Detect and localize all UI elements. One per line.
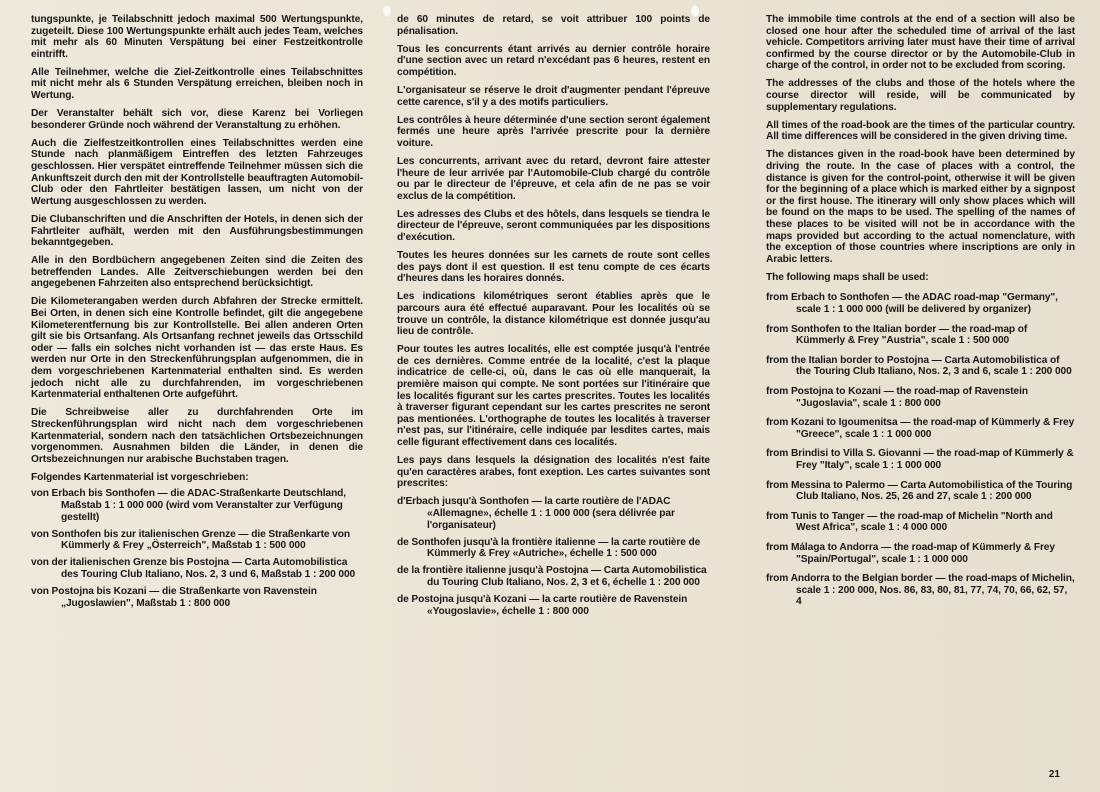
french-paragraph: Toutes les heures données sur les carnets de route sont celles des pays dont il est question. Il est tenu compte de ces écarts d'heures dans les horaires donnés. <box>397 250 710 285</box>
german-paragraph: Alle Teilnehmer, welche die Ziel-Zeitkontrolle eines Teilabschnittes mit nicht mehr als 6 Stunden Verspätung erreichen, bleiben noch in Wertung. <box>31 66 363 102</box>
german-map-item: von Postojna bis Kozani — die Straßenkarte von Ravenstein „Jugoslawien", Maßstab 1 : 800 000 <box>31 586 317 609</box>
german-paragraph: tungspunkte, je Teilabschnitt jedoch maximal 500 Wertungspunkte, zugeteilt. Diese 100 Wertungspunkte erhält auch jedes Team, welches mit mehr als 60 Minuten Verspätung bei einer Festzeitkontrolle eintrifft. <box>31 14 363 60</box>
english-map-item: from Erbach to Sonthofen — the ADAC road-map "Germany", scale 1 : 1 000 000 (will be delivered by organizer) <box>766 292 1058 316</box>
english-maps-intro: The following maps shall be used: <box>766 271 929 283</box>
english-paragraph: All times of the road-book are the times of the particular country. All time differences will be considered in the given driving time. <box>766 119 1075 143</box>
english-map-item: from Málaga to Andorra — the road-map of Kümmerly & Frey "Spain/Portugal", scale 1 : 1 000 000 <box>766 541 1055 565</box>
french-paragraph: Les adresses des Clubs et des hôtels, dans lesquels se tiendra le directeur de l'épreuve, seront communiquées par les dispositions d'exécution. <box>397 208 710 243</box>
english-map-item: from Brindisi to Villa S. Giovanni — the road-map of Kümmerly & Frey "Italy", scale 1 : 1 000 000 <box>766 448 1074 471</box>
english-map-item: from the Italian border to Postojna — Carta Automobilistica of the Touring Club Italiano, Nos. 2, 3 and 6, scale 1 : 200 000 <box>766 354 1072 378</box>
english-paragraph: The distances given in the road-book have been determined by driving the route. In the case of places with a control, the distance is given for the control-point, otherwise it will be given for the beginning of a place which is marked either by a signpost or the first house. The itinerary will only show places which will be found on the maps to be used. The spelling of the names of these places to be visited will not be in accordance with the maps provided but according to the actual nomenclature, with the exception of those countries where inscriptions are only in Arabic letters. <box>766 149 1075 265</box>
german-paragraph: Die Kilometerangaben werden durch Abfahren der Strecke ermittelt. Bei Orten, in denen sich eine Kontrolle befindet, gilt die angegebene Kilometerentfernung bis zur Kontrollstelle. Bei allen anderen Orten gilt sie bis Ortsanfang. Als Ortsanfang rechnet jeweils das Ortsschild oder — falls ein solches nicht vorhanden ist — das erste Haus. Es werden nur Orte in den Streckenführungsplan aufgenommen, die in dem vorgeschriebenen Kartenmaterial enthalten sind. Es werden jedoch nicht alle zu durchfahrenden, im vorgeschriebenen Kartenmaterial enthaltenen Orte aufgeführt. <box>31 296 363 401</box>
french-paragraph: de 60 minutes de retard, se voit attribuer 100 points de pénalisation. <box>397 14 710 37</box>
german-paragraph: Alle in den Bordbüchern angegebenen Zeiten sind die Zeiten des betreffenden Landes. Alle Zeitverschiebungen werden bei den angegebenen Fahrzeiten also entsprechend berücksichtigt. <box>31 255 363 290</box>
german-map-item: von Erbach bis Sonthofen — die ADAC-Straßenkarte Deutschland, Maßstab 1 : 1 000 000 (wird vom Veranstalter zur Verfügung gestellt) <box>31 488 347 523</box>
french-paragraph: Les contrôles à heure déterminée d'une section seront également fermés une heure après l'arrivée prescrite pour la dernière voiture. <box>397 114 710 149</box>
german-map-item: von Sonthofen bis zur italienischen Grenze — die Straßenkarte von Kümmerly & Frey „Österreich", Maßstab 1 : 500 000 <box>31 528 350 552</box>
page-number: 21 <box>1048 769 1060 780</box>
german-map-item: von der italienischen Grenze bis Postojna — Carta Automobilistica des Touring Club Italiano, Nos. 2, 3 und 6, Maßstab 1 : 200 000 <box>31 557 356 580</box>
french-map-item: d'Erbach jusqu'à Sonthofen — la carte routière de l'ADAC «Allemagne», échelle 1 : 1 000 000 (sera délivrée par l'organisateur) <box>397 496 675 531</box>
french-paragraph: Pour toutes les autres localités, elle est comptée jusqu'à l'entrée de ces dernières. Comme entrée de la localité, c'est la plaque indicatrice de celle-ci, où, dans le cas où elle manquerait, la première maison qui compte. Ne sont portées sur l'itinéraire que les localités figurant sur les cartes prescrites. Toutes les localités à traverser figurant cependant sur les cartes prescrites ne seront pas mentionées. L'orthographe de toutes les localités à traverser n'est pas, sur l'itinéraire, celle indiquée par lesdites cartes, mais celle figurant effectivement dans ces localités. <box>397 344 710 448</box>
french-paragraph: Les concurrents, arrivant avec du retard, devront faire attester l'heure de leur arrivée par l'Automobile-Club chargé du contrôle ou par le directeur de l'épreuve, et cela afin de ne pas se voir exclus de la compétition. <box>397 155 710 202</box>
french-paragraph: Tous les concurrents étant arrivés au dernier contrôle horaire d'une section avec un retard n'excédant pas 6 heures, restent en compétition. <box>397 43 710 78</box>
english-map-item: from Messina to Palermo — Carta Automobilistica of the Touring Club Italiano, Nos. 25, 26 and 27, scale 1 : 200 000 <box>766 479 1073 503</box>
english-map-item: from Andorra to the Belgian border — the road-maps of Michelin, scale 1 : 200 000, Nos. 86, 83, 80, 81, 77, 74, 70, 66, 62, 57, 4 <box>766 573 1075 608</box>
german-maps-intro: Folgendes Kartenmaterial ist vorgeschrieben: <box>31 471 249 483</box>
english-map-item: from Postojna to Kozani — the road-map of Ravenstein "Jugoslavia", scale 1 : 800 000 <box>766 386 1028 409</box>
french-map-item: de Postojna jusqu'à Kozani — la carte routière de Ravenstein «Yougoslavie», échelle 1 : 800 000 <box>397 594 688 617</box>
french-paragraph: Les pays dans lesquels la désignation des localités n'est faite qu'en caractères arabes, font exeption. Les cartes suivantes sont prescrites: <box>397 455 710 490</box>
english-paragraph: The addresses of the clubs and those of the hotels where the course director will reside, will be communicated by supplementary regulations. <box>766 78 1075 113</box>
french-map-item: de la frontière italienne jusqu'à Postojna — Carta Automobilistica du Touring Club Italiano, Nos. 2, 3 et 6, échelle 1 : 200 000 <box>397 565 707 588</box>
german-column <box>31 14 363 615</box>
german-paragraph: Auch die Zielfestzeitkontrollen eines Teilabschnittes werden eine Stunde nach planmäßigem Eintreffen des letzten Fahrzeuges geschlossen. Hier verspätet eintreffende Teilnehmer müssen sich die Ankunftszeit durch den mit der Kontrollstelle beauftragten Automobil-Club oder den Fahrtleiter bestätigen lassen, um nicht von der Wertung ausgeschlossen zu werden. <box>31 137 363 207</box>
english-column <box>766 14 1075 616</box>
french-paragraph: L'organisateur se réserve le droit d'augmenter pendant l'épreuve cette carence, s'il y a des motifs particuliers. <box>397 84 710 108</box>
german-paragraph: Die Clubanschriften und die Anschriften der Hotels, in denen sich der Fahrtleiter aufhält, werden mit den Ausführungsbestimmungen bekanntgegeben. <box>31 213 363 249</box>
french-column <box>397 14 710 623</box>
german-paragraph: Die Schreibweise aller zu durchfahrenden Orte im Streckenführungsplan wird nicht nach dem vorgeschriebenen Kartenmaterial, sondern nach den tatsächlichen Ortsbezeichnungen vorgenommen. Ausnahmen bilden die Länder, in denen die Ortsbezeichnungen nur arabische Buchstaben tragen. <box>31 407 363 465</box>
english-map-item: from Kozani to Igoumenitsa — the road-map of Kümmerly & Frey "Greece", scale 1 : 1 000 000 <box>766 417 1075 440</box>
french-paragraph: Les indications kilométriques seront établies après que le parcours aura été effectué auparavant. Pour les localités où se trouve un contrôle, la distance kilométrique est donnée jusqu'au lieu de contrôle. <box>397 291 710 338</box>
french-map-item: de Sonthofen jusqu'à la frontière italienne — la carte routière de Kümmerly & Frey «Autriche», échelle 1 : 500 000 <box>397 536 701 560</box>
german-paragraph: Der Veranstalter behält sich vor, diese Karenz bei Vorliegen besonderer Gründe noch während der Veranstaltung zu erhöhen. <box>31 108 363 131</box>
english-map-item: from Sonthofen to the Italian border — the road-map of Kümmerly & Frey "Austria", scale 1 : 500 000 <box>766 323 1028 347</box>
english-map-item: from Tunis to Tanger — the road-map of Michelin "North and West Africa", scale 1 : 4 000 000 <box>766 510 1053 534</box>
english-paragraph: The immobile time controls at the end of a section will also be closed one hour after the scheduled time of arrival of the last vehicle. Competitors arriving later must have their time of arrival confirmed by the course director or by the Automobile-Club in charge of the control, in order not to be excluded from scoring. <box>766 14 1075 72</box>
